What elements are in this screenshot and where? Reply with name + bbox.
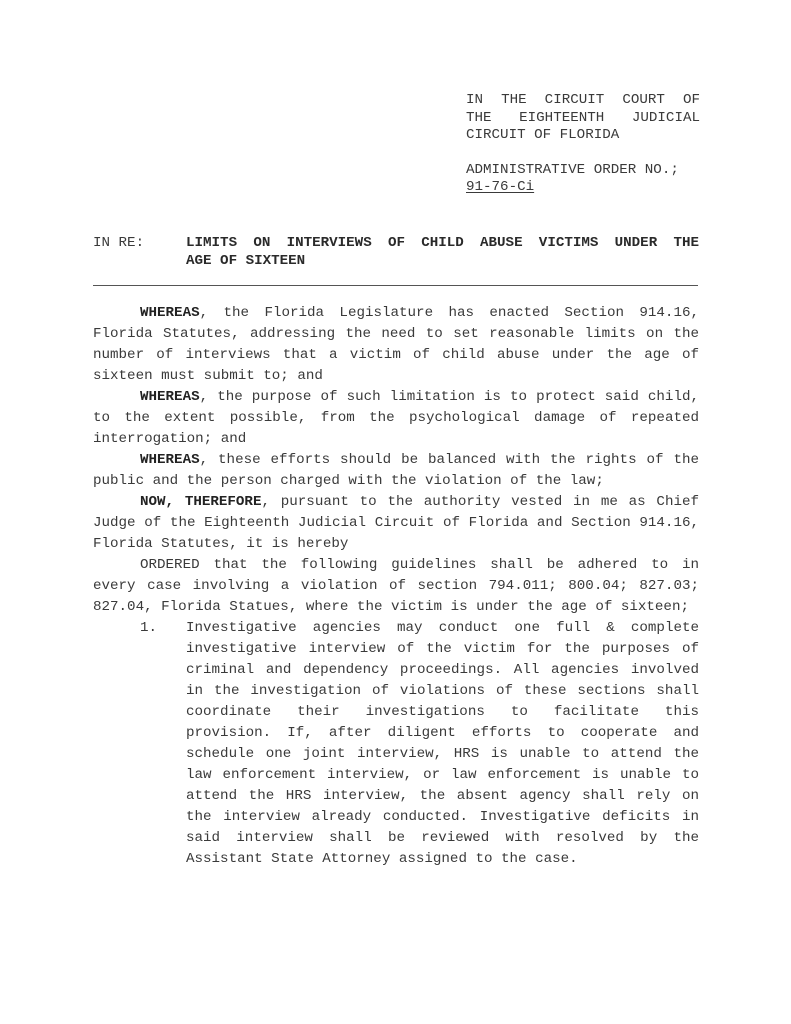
- paragraph-text: , these efforts should be balanced with the rights of the public and the person charged with the violation of the law;: [93, 452, 699, 489]
- whereas-paragraph: [93, 450, 699, 492]
- paragraph-text: , the Florida Legislature has enacted Section 914.16, Florida Statutes, addressing the need to set reasonable limits on the number of interviews that a victim of child abuse under the age of sixteen must submit to; and: [93, 305, 699, 384]
- order-number: 91-76-Ci: [466, 179, 535, 195]
- in-re-label: IN RE:: [93, 235, 145, 251]
- paragraph-text: , the purpose of such limitation is to protect said child, to the extent possible, from the psychological damage of repeated interrogation; and: [93, 389, 699, 447]
- order-title-line-1: LIMITS ON INTERVIEWS OF CHILD ABUSE VICTIMS UNDER THE: [186, 235, 699, 251]
- horizontal-rule: [93, 285, 698, 286]
- order-title-line-2: AGE OF SIXTEEN: [186, 253, 306, 269]
- order-body: [93, 303, 699, 870]
- order-label: ADMINISTRATIVE ORDER NO.;: [466, 161, 679, 178]
- item-number: 1.: [140, 620, 158, 636]
- ordered-paragraph: [93, 555, 699, 618]
- whereas-paragraph: [93, 303, 699, 387]
- order-title: [186, 234, 699, 270]
- court-line-2: THE EIGHTEENTH JUDICIAL: [466, 109, 700, 126]
- whereas-paragraph: [93, 387, 699, 450]
- paragraph-lead: WHEREAS: [140, 389, 200, 405]
- court-line-1: IN THE CIRCUIT COURT OF: [466, 92, 700, 108]
- court-line-3: CIRCUIT OF FLORIDA: [466, 127, 620, 143]
- paragraph-lead: WHEREAS: [140, 452, 200, 468]
- court-caption: [466, 92, 700, 197]
- paragraph-lead: WHEREAS: [140, 305, 200, 321]
- now-therefore-paragraph: [93, 492, 699, 555]
- paragraph-text: ORDERED that the following guidelines shall be adhered to in every case involving a violation of section 794.011; 800.04; 827.03; 827.04, Florida Statues, where the victim is under the age of sixteen;: [93, 557, 699, 615]
- item-text: Investigative agencies may conduct one full & complete investigative interview of the victim for the purposes of criminal and dependency proceedings. All agencies involved in the investigation of violations of these sections shall coordinate their investigations to facilitate this provision. If, after diligent efforts to cooperate and schedule one joint interview, HRS is unable to attend the law enforcement interview, or law enforcement is unable to attend the HRS interview, the absent agency shall rely on the interview already conducted. Investigative deficits in said interview shall be reviewed with resolved by the Assistant State Attorney assigned to the case.: [186, 620, 699, 867]
- guideline-item: [140, 618, 699, 870]
- paragraph-text: , pursuant to the authority vested in me as Chief Judge of the Eighteenth Judicial Circuit of Florida and Section 914.16, Florida Statutes, it is hereby: [93, 494, 699, 552]
- paragraph-lead: NOW, THEREFORE: [140, 494, 262, 510]
